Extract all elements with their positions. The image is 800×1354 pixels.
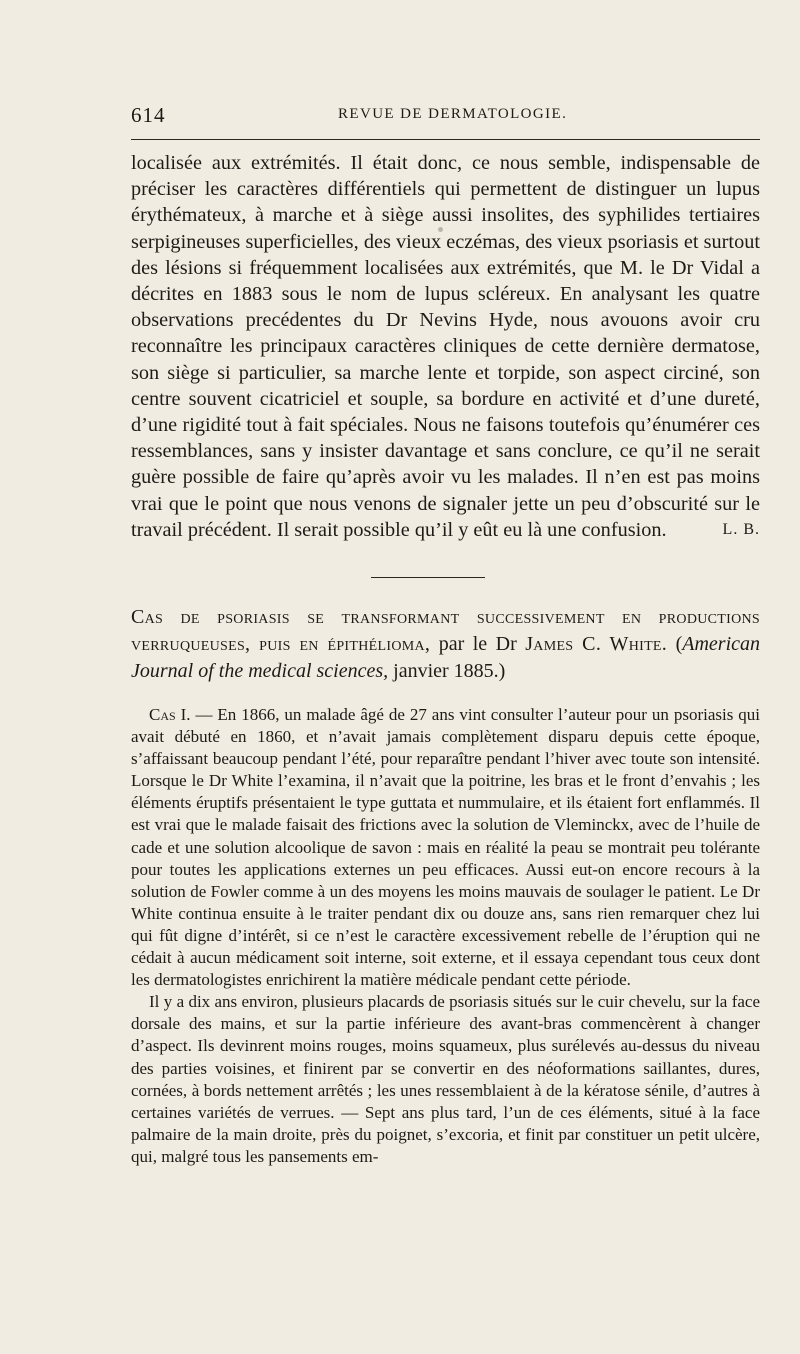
author-signature: L. B. bbox=[722, 520, 760, 538]
article-heading bbox=[131, 604, 760, 685]
author-name: James C. White. bbox=[525, 633, 668, 655]
running-head bbox=[131, 103, 760, 127]
header-rule bbox=[131, 139, 760, 140]
case-label: Cas I. bbox=[149, 705, 191, 724]
commentary-text: localisée aux extrémités. Il était donc, ce nous semble, indispensable de préciser les caractères différentiels qui permettent de distinguer un lupus érythémateux, à marche et à siège aussi insolites, des syphilides tertiaires serpigineuses superficielles, des vieux eczémas, des vieux psoriasis et surtout des lésions si fréquemment localisées aux extrémités, que M. le Dr Vidal a décrites en 1883 sous le nom de lupus scléreux. En analysant les quatre observations precédentes du Dr Nevins Hyde, nous avouons avoir cru reconnaître les principaux caractères cliniques de cette dernière dermatose, son siège si particulier, sa marche lente et torpide, son aspect circiné, son centre souvent cicatriciel et souple, sa bordure en activité et d’une dureté, d’une rigidité tout à fait spéciales. Nous ne faisons toutefois qu’énumérer ces ressemblances, sans y insister davantage et sans conclure, ce qu’il ne serait guère possible de faire qu’après avoir vu les malades. Il n’en est pas moins vrai que le point que nous venons de signaler jette un peu d’obscurité sur le travail précédent. Il serait possible qu’il y eût eu là une confusion. bbox=[131, 152, 760, 541]
author-title: Dr bbox=[495, 633, 517, 655]
case-text-2: Il y a dix ans environ, plusieurs placards de psoriasis situés sur le cuir chevelu, sur la face dorsale des mains, et sur la partie inférieure des avant-bras commencèrent à changer d’aspect. Ils devinrent moins rouges, moins squameux, plus surélevés au-dessus du niveau des parties voisines, et finirent par se convertir en des néoformations saillantes, dures, cornées, à bords nettement arrêtés ; les unes ressemblaient à de la kératose sénile, d’autres à certaines variétés de verrues. — Sept ans plus tard, l’un de ces éléments, situé à la face palmaire de la main droite, près du poignet, s’excoria, et finit par constituer un petit ulcère, qui, malgré tous les pansements em- bbox=[131, 992, 760, 1166]
commentary-paragraph bbox=[131, 150, 760, 543]
journal-open-paren: ( bbox=[675, 633, 683, 655]
case-report bbox=[131, 704, 760, 1168]
journal-date: janvier 1885.) bbox=[393, 660, 506, 682]
page-number: 614 bbox=[131, 103, 166, 127]
heading-by: par le bbox=[438, 633, 488, 655]
section-separator bbox=[371, 577, 485, 578]
journal-name: American Journal of the medical sciences, bbox=[131, 633, 761, 682]
ink-speck bbox=[438, 227, 443, 232]
article-title: Cas de psoriasis se transformant successivement en productions verruqueuses, puis en épithélioma, bbox=[131, 606, 760, 655]
case-paragraph-2 bbox=[131, 991, 760, 1168]
case-text-1: — En 1866, un malade âgé de 27 ans vint consulter l’auteur pour un psoriasis qui avait débuté en 1860, et n’avait jamais complètement disparu depuis cette époque, s’affaissant beaucoup pendant l’été, pour reparaître pendant l’hiver avec toute son intensité. Lorsque le Dr White l’examina, il n’avait que la poitrine, les bras et le front d’envahis ; les éléments éruptifs présentaient le type guttata et nummulaire, et ils étaient fort enflammés. Il est vrai que le malade faisait des frictions avec la solution de Vleminckx, avec de l’huile de cade et une solution alcoolique de savon : mais en réalité la peau se montrait peu tolérante pour toutes les applications externes un peu efficaces. Aussi eut-on encore recours à la solution de Fowler comme à un des moyens les moins mauvais de soulager le patient. Le Dr White continua ensuite à le traiter pendant dix ou douze ans, sans rien remarquer chez lui qui fût digne d’intérêt, si ce n’est le caractère excessivement rebelle de l’éruption qui ne cédait à aucun médicament soit interne, soit externe, et il essaya cependant tous ceux dont les dermatologistes enrichirent la matière médicale pendant cette période. bbox=[131, 705, 760, 990]
journal-title: REVUE DE DERMATOLOGIE. bbox=[338, 106, 568, 122]
case-paragraph-1 bbox=[131, 704, 760, 991]
